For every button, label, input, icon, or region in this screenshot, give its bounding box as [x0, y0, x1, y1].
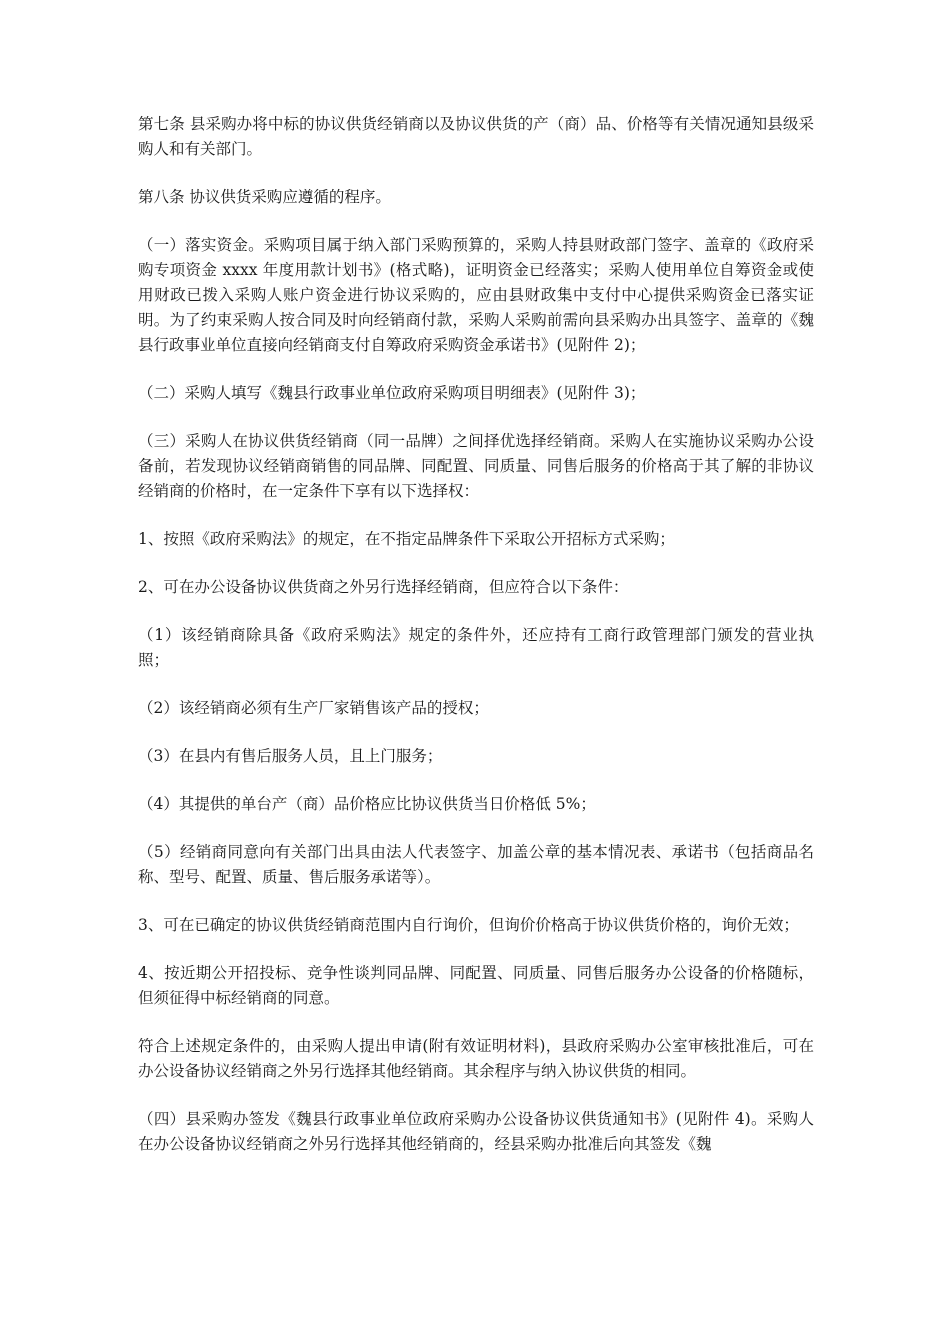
- condition-5-paragraph: （5）经销商同意向有关部门出具由法人代表签字、加盖公章的基本情况表、承诺书（包括商品名称、型号、配置、质量、售后服务承诺等）。: [138, 843, 814, 886]
- option-4-paragraph: 4、按近期公开招投标、竞争性谈判同品牌、同配置、同质量、同售后服务办公设备的价格随标，但须征得中标经销商的同意。: [138, 964, 814, 1007]
- article-7-paragraph: 第七条 县采购办将中标的协议供货经销商以及协议供货的产（商）品、价格等有关情况通知县级采购人和有关部门。: [138, 115, 814, 158]
- condition-3-paragraph: （3）在县内有售后服务人员，且上门服务；: [138, 747, 443, 765]
- document-body: [138, 112, 814, 1180]
- condition-4-paragraph: （4）其提供的单台产（商）品价格应比协议供货当日价格低 5%；: [138, 795, 596, 813]
- article-8-heading: 第八条 协议供货采购应遵循的程序。: [138, 188, 391, 206]
- step-4-notice-paragraph: （四）县采购办签发《魏县行政事业单位政府采购办公设备协议供货通知书》(见附件 4)。采购人在办公设备协议经销商之外另行选择其他经销商的，经县采购办批准后向其签发《魏: [138, 1110, 814, 1153]
- condition-1-paragraph: （1）该经销商除具备《政府采购法》规定的条件外，还应持有工商行政管理部门颁发的营业执照；: [138, 626, 814, 669]
- step-2-detail-form-paragraph: （二）采购人填写《魏县行政事业单位政府采购项目明细表》(见附件 3)；: [138, 384, 646, 402]
- condition-2-paragraph: （2）该经销商必须有生产厂家销售该产品的授权；: [138, 699, 489, 717]
- step-3-dealer-selection-paragraph: （三）采购人在协议供货经销商（同一品牌）之间择优选择经销商。采购人在实施协议采购办公设备前，若发现协议经销商销售的同品牌、同配置、同质量、同售后服务的价格高于其了解的非协议经销商的价格时，在一定条件下享有以下选择权：: [138, 432, 814, 500]
- option-3-paragraph: 3、可在已确定的协议供货经销商范围内自行询价，但询价价格高于协议供货价格的，询价无效；: [138, 916, 799, 934]
- step-1-funding-paragraph: （一）落实资金。采购项目属于纳入部门采购预算的，采购人持县财政部门签字、盖章的《政府采购专项资金 xxxx 年度用款计划书》(格式略)，证明资金已经落实；采购人使用单位自筹资金或使用财政已拨入采购人账户资金进行协议采购的，应由县财政集中支付中心提供采购资金已落实证明。为了约束采购人按合同及时向经销商付款，采购人采购前需向县采购办出具签字、盖章的《魏县行政事业单位直接向经销商支付自筹政府采购资金承诺书》(见附件 2)；: [138, 236, 814, 354]
- option-1-paragraph: 1、按照《政府采购法》的规定，在不指定品牌条件下采取公开招标方式采购；: [138, 530, 675, 548]
- option-2-paragraph: 2、可在办公设备协议供货商之外另行选择经销商，但应符合以下条件：: [138, 578, 629, 596]
- approval-paragraph: 符合上述规定条件的，由采购人提出申请(附有效证明材料)，县政府采购办公室审核批准后，可在办公设备协议经销商之外另行选择其他经销商。其余程序与纳入协议供货的相同。: [138, 1037, 814, 1080]
